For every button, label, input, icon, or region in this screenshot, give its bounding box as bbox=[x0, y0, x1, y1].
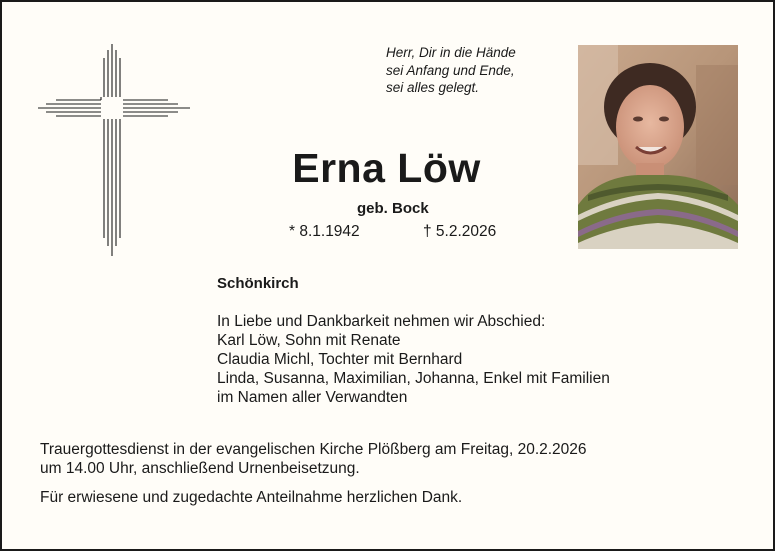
deceased-name-row bbox=[0, 145, 775, 192]
funeral-service-info bbox=[40, 440, 587, 478]
deceased-name: Erna Löw bbox=[292, 145, 481, 191]
thanks-note: Für erwiesene und zugedachte Anteilnahme herzlichen Dank. bbox=[40, 489, 463, 506]
mourners-line: In Liebe und Dankbarkeit nehmen wir Abschied: bbox=[217, 313, 546, 330]
bible-verse bbox=[386, 44, 516, 97]
mourners-block bbox=[217, 312, 610, 407]
mourners-line: Karl Löw, Sohn mit Renate bbox=[217, 332, 401, 349]
verse-line: sei alles gelegt. bbox=[386, 80, 480, 95]
mourners-line: Linda, Susanna, Maximilian, Johanna, Enkel mit Familien bbox=[217, 370, 610, 387]
hometown: Schönkirch bbox=[217, 275, 299, 292]
mourners-line: Claudia Michl, Tochter mit Bernhard bbox=[217, 351, 463, 368]
death-date: † 5.2.2026 bbox=[423, 223, 497, 240]
maiden-name: geb. Bock bbox=[357, 200, 429, 217]
mourners-line: im Namen aller Verwandten bbox=[217, 389, 408, 406]
service-line: um 14.00 Uhr, anschließend Urnenbeisetzung. bbox=[40, 460, 360, 477]
verse-line: Herr, Dir in die Hände bbox=[386, 45, 516, 60]
service-line: Trauergottesdienst in der evangelischen Kirche Plößberg am Freitag, 20.2.2026 bbox=[40, 441, 587, 458]
verse-line: sei Anfang und Ende, bbox=[386, 62, 515, 78]
birth-date: * 8.1.1942 bbox=[289, 223, 360, 240]
